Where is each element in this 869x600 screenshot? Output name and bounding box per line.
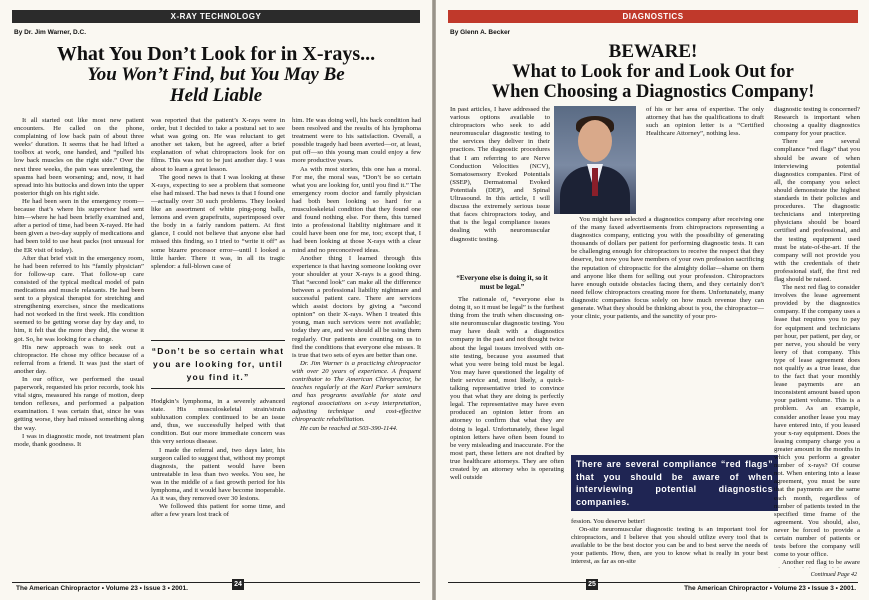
paragraph: Another red flag to be aware	[782, 559, 860, 567]
paragraph: I was in diagnostic mode, not treatment plan mode, thank goodness. It	[14, 432, 144, 448]
byline: By Glenn A. Becker	[450, 29, 511, 36]
paragraph: In past articles, I have addressed the various options available to chiropractors who seek to add neuromuscular diagnostic testing to the services they deliver in their practices. The diagnostic procedures that I am referring to are Nerve Conduction Velocities (NCV), Somatosensory Evoked Potentials (SSEP), Dermatomal Evoked Potentials (DEP), and Spinal Ultrasound. In this article, I will discuss the extremely serious issue that faces chiropractors today, and that is the legal compliance issues dealing with neuromuscular diagnostic testing.	[450, 106, 550, 243]
section-label: DIAGNOSTICS	[448, 10, 858, 23]
paragraph: The next red flag to consider involves the lease agreement provided by the diagnostics company. If the company uses a lease that requires you to pay for equipment and technicians per hour, per patient, per day, or per nerve, you should be very leery of that company. This type of lease agreement does not qualify as a true lease, due to the fact that your monthly lease payments are an inconsistent amount based upon your patient volume. This is a problem. As an example, consider another lease you may have entered into, if you leased your x-ray equipment. Does the leasing company charge you a greater amount in the months in which you perform a greater number of x-rays? Of course not. When entering into a lease agreement, you must be sure that the payments are the same each month, regardless of number of patients tested in the specified time frame of the agreement. You should, also, never be forced to provide a certain number of patients or tests before the company will come to your office.	[774, 284, 860, 559]
column-2-bottom	[571, 518, 768, 579]
pull-quote: “Everyone else is doing it, so it must be legal.”	[456, 274, 548, 291]
footer-text: The American Chiropractor • Volume 23 • Issue 3 • 2001.	[16, 585, 188, 592]
pull-quote: “Don’t be so certain what you are looking for, until you find it.”	[151, 340, 285, 389]
paragraph: diagnostic testing is concerned? Research is important when choosing a quality diagnostics company for your practice.	[774, 106, 860, 138]
column-1	[14, 117, 144, 579]
paragraph: We followed this patient for some time, and after a few years lost track of	[151, 503, 285, 519]
continued-note: Continued Page 42	[810, 572, 857, 578]
paragraph: was reported that the patient’s X-rays were in order, but I decided to take a postural set to see what was going on. He was reluctant to get another set taken, but he agreed, after a brief explanation of what chiropractors look for on films. This was not to be just another day. I was about to learn a great lesson.	[151, 117, 285, 173]
photo-face	[578, 120, 612, 162]
article-headline: BEWARE!	[608, 41, 698, 62]
paragraph: In our office, we performed the usual paperwork, requested his prior records, took his vital signs, measured his range of motion, deep tendon reflexes, and performed a palpation examination. I was certain that, since he was getting worse, they had missed something along the way.	[14, 376, 144, 432]
paragraph: There are several compliance “red flags” that you should be aware of when interviewing potential diagnostics companies. First of all, the company you select should demonstrate the highest standards in their policies and procedures. The diagnostic technicians and interpreting physicians should be board certified and professional, and the testing equipment used must be state-of-the-art. If the company will not provide you with the credentials of their professional staff, the first red flag should be raised.	[774, 138, 860, 283]
column-3	[774, 106, 860, 568]
paragraph: Hodgkin’s lymphoma, in a severely advanced state. His musculoskeletal strain/strain subluxation complex continued to be an issue and, thus, we successfully helped with that condition. But our more immediate concern was this very serious disease.	[151, 398, 285, 446]
author-contact: He can be reached at 503-390-1144.	[300, 424, 398, 432]
paragraph: The good news is that I was looking at these X-rays, expecting to see a problem that someone else had missed. The bad news is that I found one—actually over 30 such problems. They looked like an assortment of white ping-pong balls, lemons and even grapefruits, superimposed over the body in a fairly random pattern. At first glance, I could not believe that anyone else had missed this finding, so I tried to “write it off” as some bizarre processor error—until I looked a little harder. There it was, in all its tragic splendor: a full-blown case of	[151, 173, 285, 270]
paragraph: The rationale of, “everyone else is doing it, so it must be legal” is the furthest thing from the truth when discussing on-site neuromuscular diagnostic testing. You may have dealt with a diagnostics company in the past and not thought twice about the legal issues involved with on-site testing, because you assumed that what you were being told must be legal. You may have questioned the legality of their service and, most likely, a quick-talking representative tried to convince you that what they are doing is perfectly legal. The representative may have even produced an opinion letter from an attorney to confirm that what they are doing is legal. Unfortunately, these legal opinion letters have often been found to be very misleading and inaccurate. For the most part, these letters are not drafted by true healthcare attorneys. They are often created by an attorney who is operating well outside	[450, 296, 564, 482]
section-label: X-RAY TECHNOLOGY	[12, 10, 420, 23]
photo-tie	[592, 168, 598, 196]
author-bio: Dr. Jim Warner is a practicing chiropractor with over 20 years of experience. A frequent contributor to The American Chiropractor, he teaches regularly at the Karl Parker seminars and has programs available for state and regional associations on x-ray interpretation, adjusting technique and cost-effective chiropractic rehabilitation.	[292, 359, 421, 424]
paragraph: him. He was doing well, his back condition had been resolved and the results of his lymphoma treatment were to his satisfaction. Overall, a possible tragedy had been averted—or, at least, put off—so this young man could enjoy a few more productive years.	[292, 117, 421, 165]
page-number: 25	[586, 579, 598, 590]
byline: By Dr. Jim Warner, D.C.	[14, 29, 87, 36]
paragraph: As with most stories, this one has a moral. For me, the moral was, “Don’t be so certain what you are looking for, until you find it.” The emergency room doctor and family physician had both been looking so hard for a musculoskeletal condition that they found one and found nothing else. For them, this turned into a professional liability nightmare and it could have been one for me, too; except that, I had been looking at those X-rays with a clear mind and no preconceived ideas.	[292, 165, 421, 254]
paragraph: Another thing I learned through this experience is that having someone looking over your shoulder at your X-rays is a good thing. That “second look” can make all the difference between a professional liability nightmare and successful patient care. There are services which assist doctors by giving a “second opinion” on their X-rays. When I treated this young, man such services were not available; today they are, and we should all be using them regularly. Our patients are counting on us to find the conditions that everyone else misses. It is true that two sets of eyes are better than one.	[292, 254, 421, 359]
column-1-bottom	[450, 296, 564, 579]
page-number: 24	[232, 579, 244, 590]
paragraph: of his or her area of expertise. The only attorney that has the qualifications to draft such an opinion letter is a “Certified Healthcare Attorney”, nothing less.	[646, 106, 764, 138]
paragraph: After that brief visit in the emergency room, he had been referred to his “family physician” for follow-up care. That follow-up care consisted of the typical medical model of pain medications and muscle relaxants. He had been sent to a physical therapist for stretching and strengthening exercises, since the medications had not worked in the first week. His condition seemed to be getting worse day by day and, to him, it felt that the more they did, the worse it got. So, he was looking for a change.	[14, 254, 144, 343]
page-footer	[12, 582, 420, 595]
paragraph: It all started out like most new patient encounters. He called on the phone, complaining of low back pain of about three weeks’ duration. It seems that he had lifted a toolbox at work, one handed, and “pulled his low back muscles on the right side.” Over the next three weeks, the pain was unrelenting, the spasms had been worsening; and, now, it had spread into his buttocks and down into the upper posterior thigh on his right side.	[14, 117, 144, 197]
column-2-mid	[571, 216, 764, 452]
author-photo	[554, 106, 636, 214]
column-3	[292, 117, 421, 579]
paragraph: You might have selected a diagnostics company after receiving one of the many faxed advertisements from chiropractors representing a diagnostics company, enticing you with the possibility of generating thousands of dollars per patient for performing diagnostic tests. It can be challenging enough for chiropractors to receive the respect that they deserve, but now you have members of your own profession sacrificing the reputation of chiropractic for the almighty dollar—shame on them and anyone like them for selling out your profession. Chiropractors have enough outside obstacles facing them, and they certainly don’t need fellow chiropractors creating more for them. Unfortunately, many diagnostic companies focus solely on how much revenue they can generate. What they should be thinking about is you, the chiropractor—your clinic, your patients, and the sanctity of your pro-	[571, 216, 764, 321]
left-page	[0, 0, 432, 600]
paragraph: On-site neuromuscular diagnostic testing is an important tool for chiropractors, and I believe that you should utilize every tool that is available to be the best doctor you can be and to best serve the needs of your patients. How, then, are you to know what is really in your best interest, as far as on-site	[571, 526, 768, 566]
paragraph: fession. You deserve better!	[571, 518, 646, 525]
footer-text: The American Chiropractor • Volume 23 • Issue 3 • 2001.	[684, 585, 856, 592]
column-2-top	[646, 106, 764, 214]
column-2-top	[151, 117, 285, 339]
column-2-bottom	[151, 398, 285, 579]
paragraph: He had been seen in the emergency room—because that’s where his supervisor had sent him—where he had been briefly examined and, after a period of time, had been X-rayed. He had been given a two-day supply of medications and had been told to use heat packs (not unusual for the ER visit of today).	[14, 197, 144, 254]
article-subhead: You Won’t Find, but You May Be Held Liable	[87, 64, 345, 106]
paragraph: His new approach was to seek out a chiropractor. He chose my office because of a referral from a friend. It was just the start of another day.	[14, 343, 144, 375]
article-headline: What You Don’t Look for in X-rays...	[56, 43, 376, 65]
article-subhead: What to Look for and Look Out for When Choosing a Diagnostics Company!	[491, 62, 815, 102]
column-1-top	[450, 106, 550, 268]
page-footer	[448, 582, 858, 595]
paragraph: I made the referral and, two days later, his surgeon called to suggest that, without my prompt diagnosis, the patient would have been untreatable in less than two weeks. You see, he was in the middle of a fast growth period for his lymphoma, and it would have become inoperable. As it was, they removed over 30 lesions.	[151, 446, 285, 503]
right-page	[436, 0, 869, 600]
callout-box: There are several compliance “red flags” that you should be aware of when interviewing potential diagnostics companies.	[571, 455, 778, 511]
